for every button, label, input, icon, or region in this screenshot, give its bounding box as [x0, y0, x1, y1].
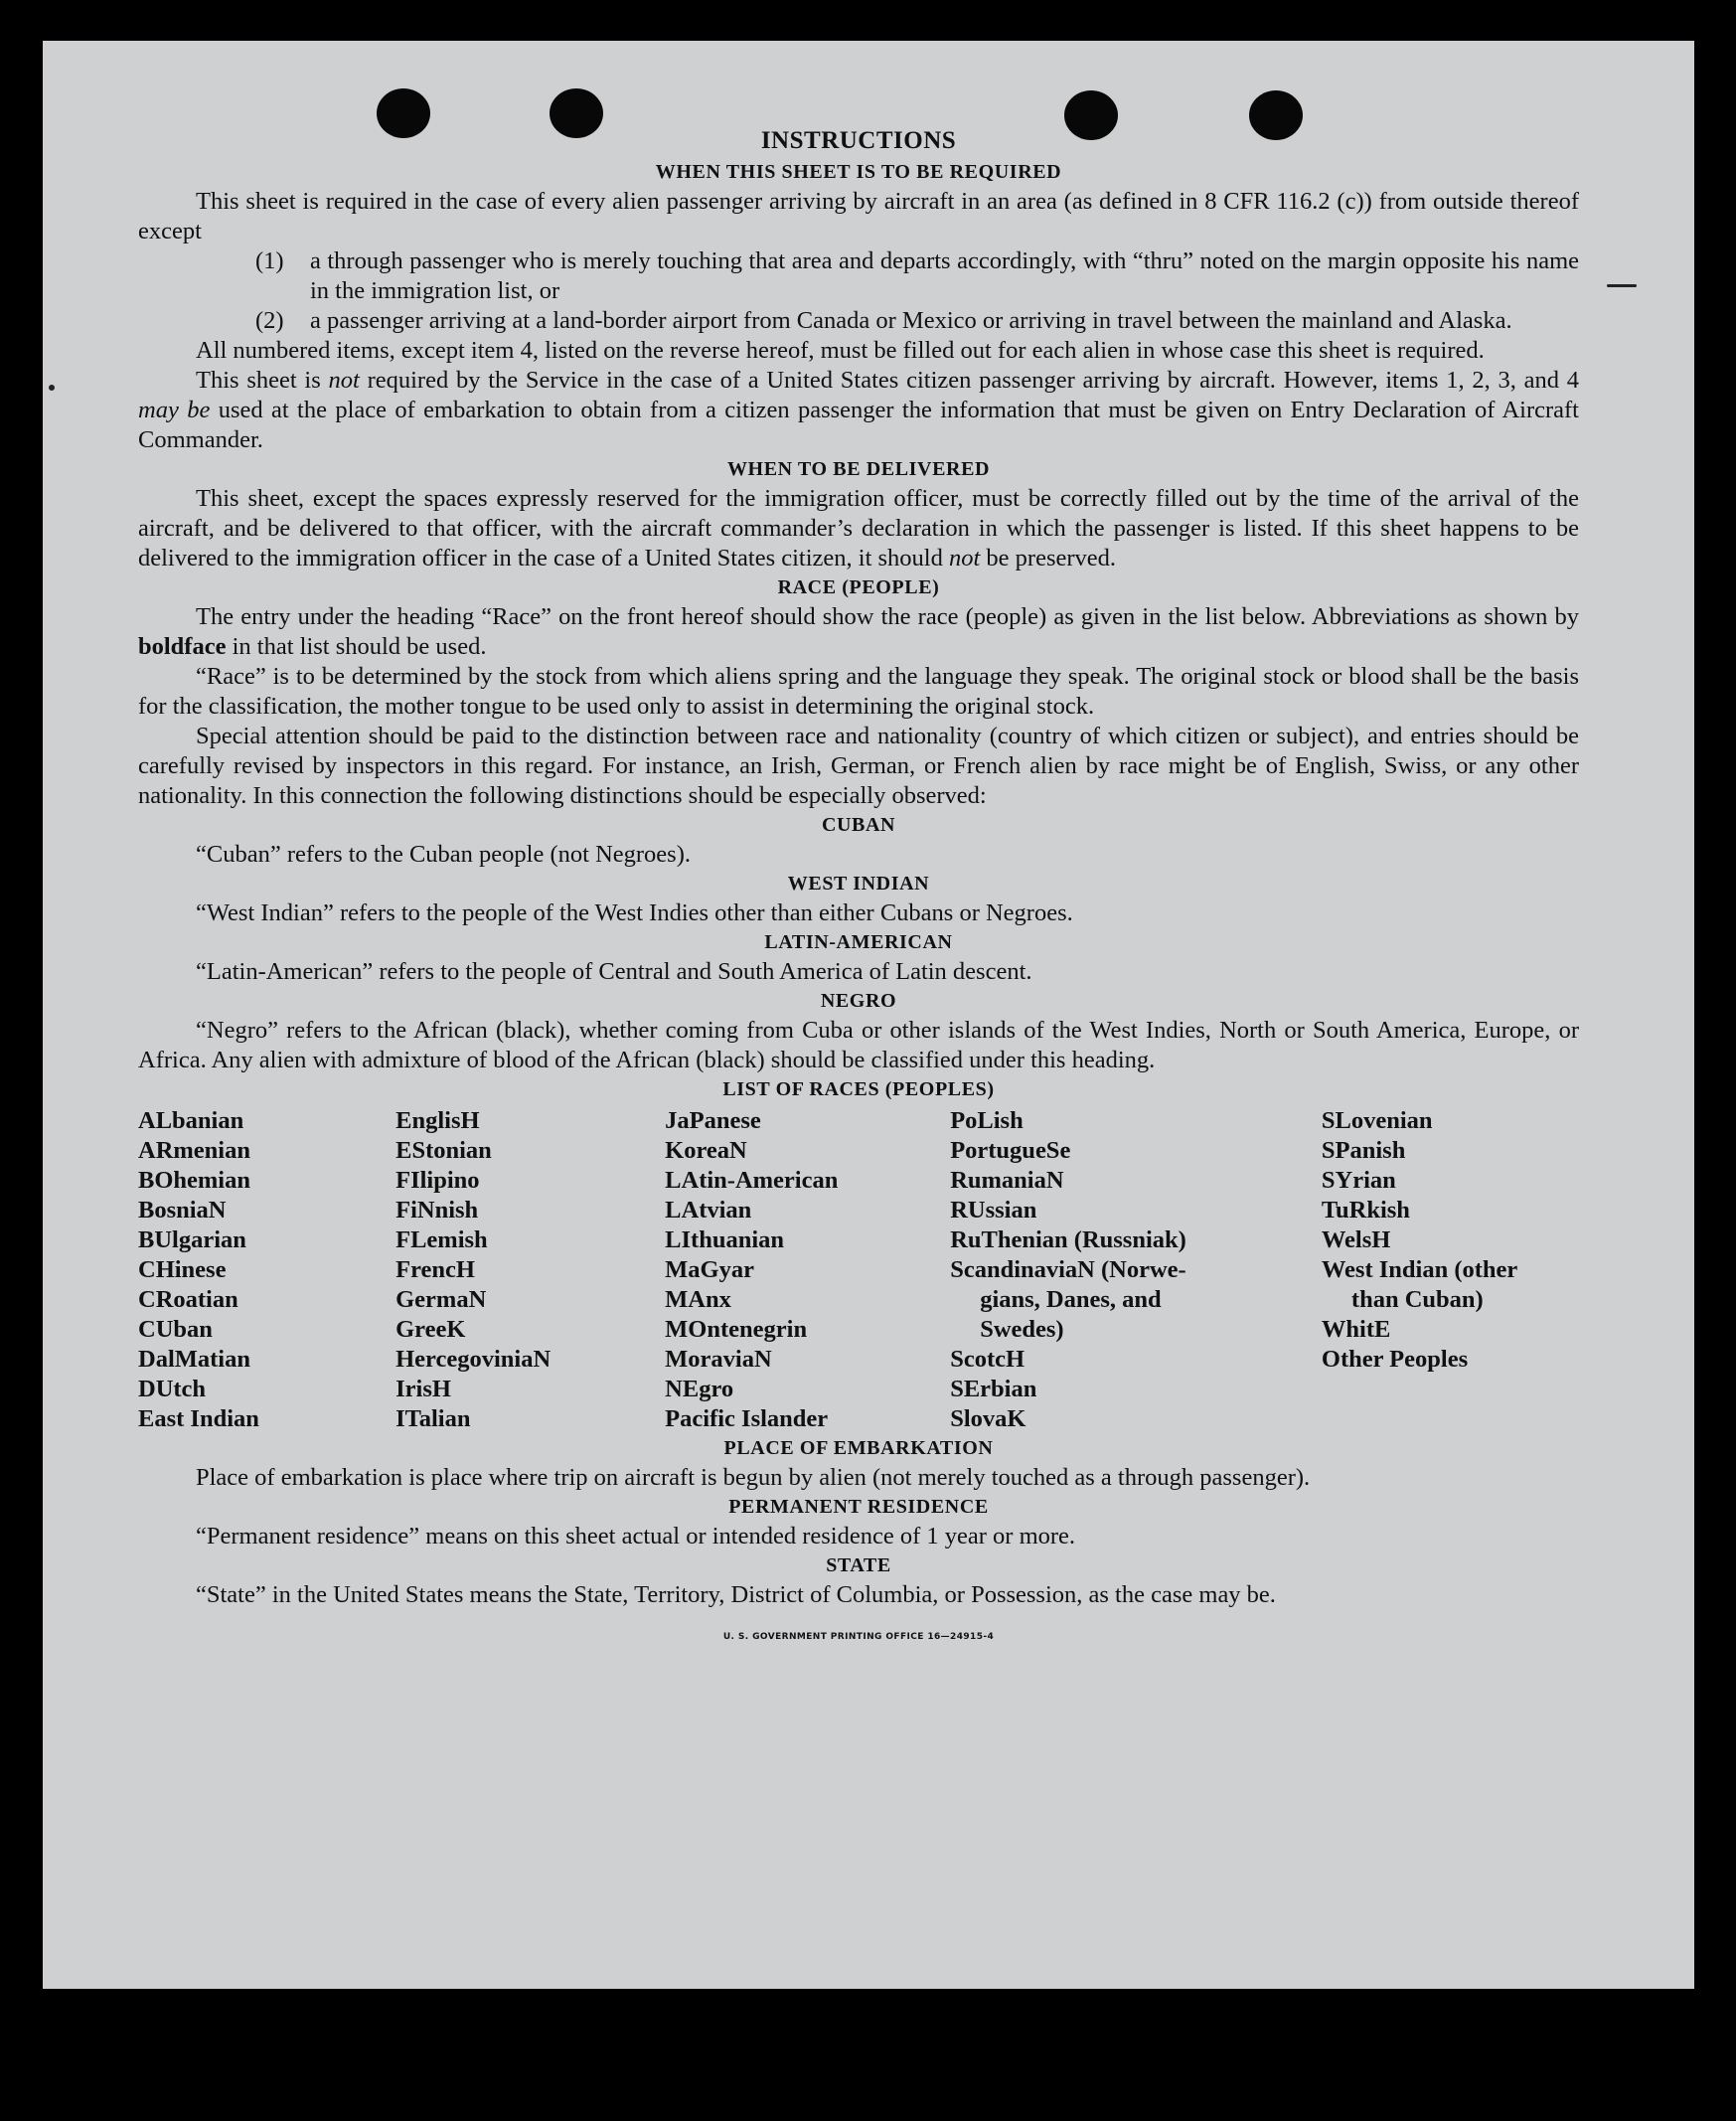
race-entry: SYrian: [1321, 1167, 1396, 1194]
heading-list-of-races: LIST OF RACES (PEOPLES): [722, 1078, 995, 1100]
race-entry: LAtin-American: [665, 1167, 839, 1194]
races-column-1: [138, 1106, 395, 1434]
heading-when-required: WHEN THIS SHEET IS TO BE REQUIRED: [655, 161, 1062, 183]
heading-when-delivered: WHEN TO BE DELIVERED: [726, 458, 991, 480]
race-entry: EnglisH: [395, 1107, 480, 1134]
race-entry: SlovaK: [950, 1405, 1026, 1432]
item-number: (2): [255, 307, 284, 334]
item-number: (1): [255, 247, 284, 274]
race-entry-continued: Swedes): [980, 1316, 1064, 1343]
race-entry: PortugueSe: [950, 1137, 1071, 1164]
race-entry-continued: than Cuban): [1350, 1286, 1484, 1313]
race-entry: CUban: [138, 1316, 213, 1343]
race-entry: West Indian (other: [1321, 1256, 1518, 1283]
race-entry: CHinese: [138, 1256, 227, 1283]
races-column-3: [665, 1106, 950, 1434]
paragraph-latin-american: “Latin-American” refers to the people of Central and South America of Latin descent.: [196, 958, 1032, 985]
exception-item-1: [255, 246, 1579, 306]
heading-permanent-residence: PERMANENT RESIDENCE: [728, 1496, 989, 1518]
ink-speck: [1607, 284, 1637, 287]
race-entry: Pacific Islander: [665, 1405, 829, 1432]
race-entry: ScandinaviaN (Norwe-: [950, 1256, 1186, 1283]
race-entry: NEgro: [665, 1376, 734, 1402]
race-entry: East Indian: [138, 1405, 259, 1432]
heading-west-indian: WEST INDIAN: [787, 873, 930, 895]
heading-race: RACE (PEOPLE): [777, 576, 940, 598]
item-text: a passenger arriving at a land-border airport from Canada or Mexico or arriving in travel between the mainland and Alaska.: [310, 307, 1512, 334]
race-entry: GreeK: [395, 1316, 466, 1343]
document-sheet: [43, 41, 1694, 1989]
race-entry: MAnx: [665, 1286, 731, 1313]
paragraph-delivered: This sheet, except the spaces expressly reserved for the immigration officer, must be correctly filled out by the time of the arrival of the aircraft, and be delivered to that officer, with the aircraft commander’s declaration in which the passenger is listed. If this sheet happens to be delivered to the immigration officer in the case of a United States citizen, it should not be preserved.: [138, 485, 1579, 571]
race-entry: DalMatian: [138, 1346, 250, 1373]
race-entry: BosniaN: [138, 1197, 227, 1224]
race-entry: RuThenian (Russniak): [950, 1226, 1186, 1253]
races-column-5: [1322, 1106, 1579, 1434]
paragraph-negro: “Negro” refers to the African (black), whether coming from Cuba or other islands of the West Indies, North or South America, Europe, or Africa. Any alien with admixture of blood of the African (black) should be classified under this heading.: [138, 1017, 1579, 1073]
race-entry: HercegoviniaN: [395, 1346, 552, 1373]
race-entry: SLovenian: [1321, 1107, 1433, 1134]
race-entry: MOntenegrin: [665, 1316, 808, 1343]
printer-imprint: U. S. GOVERNMENT PRINTING OFFICE 16—24915-4: [722, 1632, 995, 1642]
paragraph-embarkation: Place of embarkation is place where trip on aircraft is begun by alien (not merely touched as a through passenger).: [196, 1464, 1311, 1491]
race-entry: Other Peoples: [1321, 1346, 1469, 1373]
race-entry: ITalian: [395, 1405, 471, 1432]
race-entry: LAtvian: [665, 1197, 752, 1224]
race-entry: JaPanese: [665, 1107, 761, 1134]
race-entry: FiNnish: [395, 1197, 479, 1224]
race-entry: FIlipino: [395, 1167, 480, 1194]
paragraph-required-2: All numbered items, except item 4, listed on the reverse hereof, must be filled out for each alien in whose case this sheet is required.: [196, 337, 1485, 364]
race-entry: SPanish: [1321, 1137, 1406, 1164]
instructions-content: [138, 124, 1579, 1652]
race-entry: BUlgarian: [138, 1226, 246, 1253]
races-column-4: [950, 1106, 1322, 1434]
race-entry: BOhemian: [138, 1167, 250, 1194]
exception-item-2: [255, 306, 1579, 336]
race-entry: ALbanian: [138, 1107, 244, 1134]
race-entry: FrencH: [395, 1256, 475, 1283]
race-entry: SErbian: [950, 1376, 1037, 1402]
race-entry: EStonian: [395, 1137, 492, 1164]
paragraph-cuban: “Cuban” refers to the Cuban people (not Negroes).: [196, 841, 691, 868]
race-entry: ARmenian: [138, 1137, 250, 1164]
paragraph-race-1: The entry under the heading “Race” on the front hereof should show the race (people) as given in the list below. Abbreviations as shown by boldface in that list should be used.: [138, 603, 1579, 660]
race-entry: WhitE: [1321, 1316, 1391, 1343]
race-entry: CRoatian: [138, 1286, 238, 1313]
page-title: INSTRUCTIONS: [760, 127, 957, 154]
paragraph-required-3: This sheet is not required by the Service in the case of a United States citizen passenger arriving by aircraft. However, items 1, 2, 3, and 4 may be used at the place of embarkation to obtain from a citizen passenger the information that must be given on Entry Declaration of Aircraft Commander.: [138, 367, 1579, 453]
heading-place-of-embarkation: PLACE OF EMBARKATION: [723, 1437, 994, 1459]
race-entry-continued: gians, Danes, and: [980, 1286, 1162, 1313]
heading-latin-american: LATIN-AMERICAN: [764, 931, 953, 953]
ink-speck: [49, 385, 55, 391]
heading-state: STATE: [826, 1554, 891, 1576]
paragraph-state: “State” in the United States means the State, Territory, District of Columbia, or Possession, as the case may be.: [196, 1581, 1276, 1608]
races-column-2: [395, 1106, 665, 1434]
race-entry: FLemish: [395, 1226, 488, 1253]
paragraph-race-3: Special attention should be paid to the distinction between race and nationality (country of which citizen or subject), and entries should be carefully revised by inspectors in this regard. For instance, an Irish, German, or French alien by race might be of English, Swiss, or any other nationality. In this connection the following distinctions should be especially observed:: [138, 723, 1579, 809]
item-text: a through passenger who is merely touching that area and departs accordingly, with “thru” noted on the margin opposite his name in the immigration list, or: [310, 247, 1579, 304]
race-entry: PoLish: [950, 1107, 1024, 1134]
races-table: [138, 1106, 1579, 1434]
race-entry: TuRkish: [1321, 1197, 1410, 1224]
paragraph-race-2: “Race” is to be determined by the stock from which aliens spring and the language they speak. The original stock or blood shall be the basis for the classification, the mother tongue to be used only to assist in determining the original stock.: [138, 663, 1579, 720]
race-entry: ScotcH: [950, 1346, 1026, 1373]
paragraph-west-indian: “West Indian” refers to the people of the West Indies other than either Cubans or Negroes.: [196, 899, 1073, 926]
heading-cuban: CUBAN: [821, 814, 896, 836]
race-entry: DUtch: [138, 1376, 207, 1402]
race-entry: RumaniaN: [950, 1167, 1064, 1194]
race-entry: RUssian: [950, 1197, 1037, 1224]
paragraph-residence: “Permanent residence” means on this sheet actual or intended residence of 1 year or more.: [196, 1523, 1076, 1550]
race-entry: MoraviaN: [665, 1346, 772, 1373]
race-entry: WelsH: [1321, 1226, 1391, 1253]
paragraph-required-1: This sheet is required in the case of every alien passenger arriving by aircraft in an area (as defined in 8 CFR 116.2 (c)) from outside thereof except: [138, 188, 1579, 245]
heading-negro: NEGRO: [820, 990, 897, 1012]
race-entry: IrisH: [395, 1376, 451, 1402]
race-entry: GermaN: [395, 1286, 487, 1313]
race-entry: LIthuanian: [665, 1226, 785, 1253]
race-entry: MaGyar: [665, 1256, 754, 1283]
race-entry: KoreaN: [665, 1137, 747, 1164]
